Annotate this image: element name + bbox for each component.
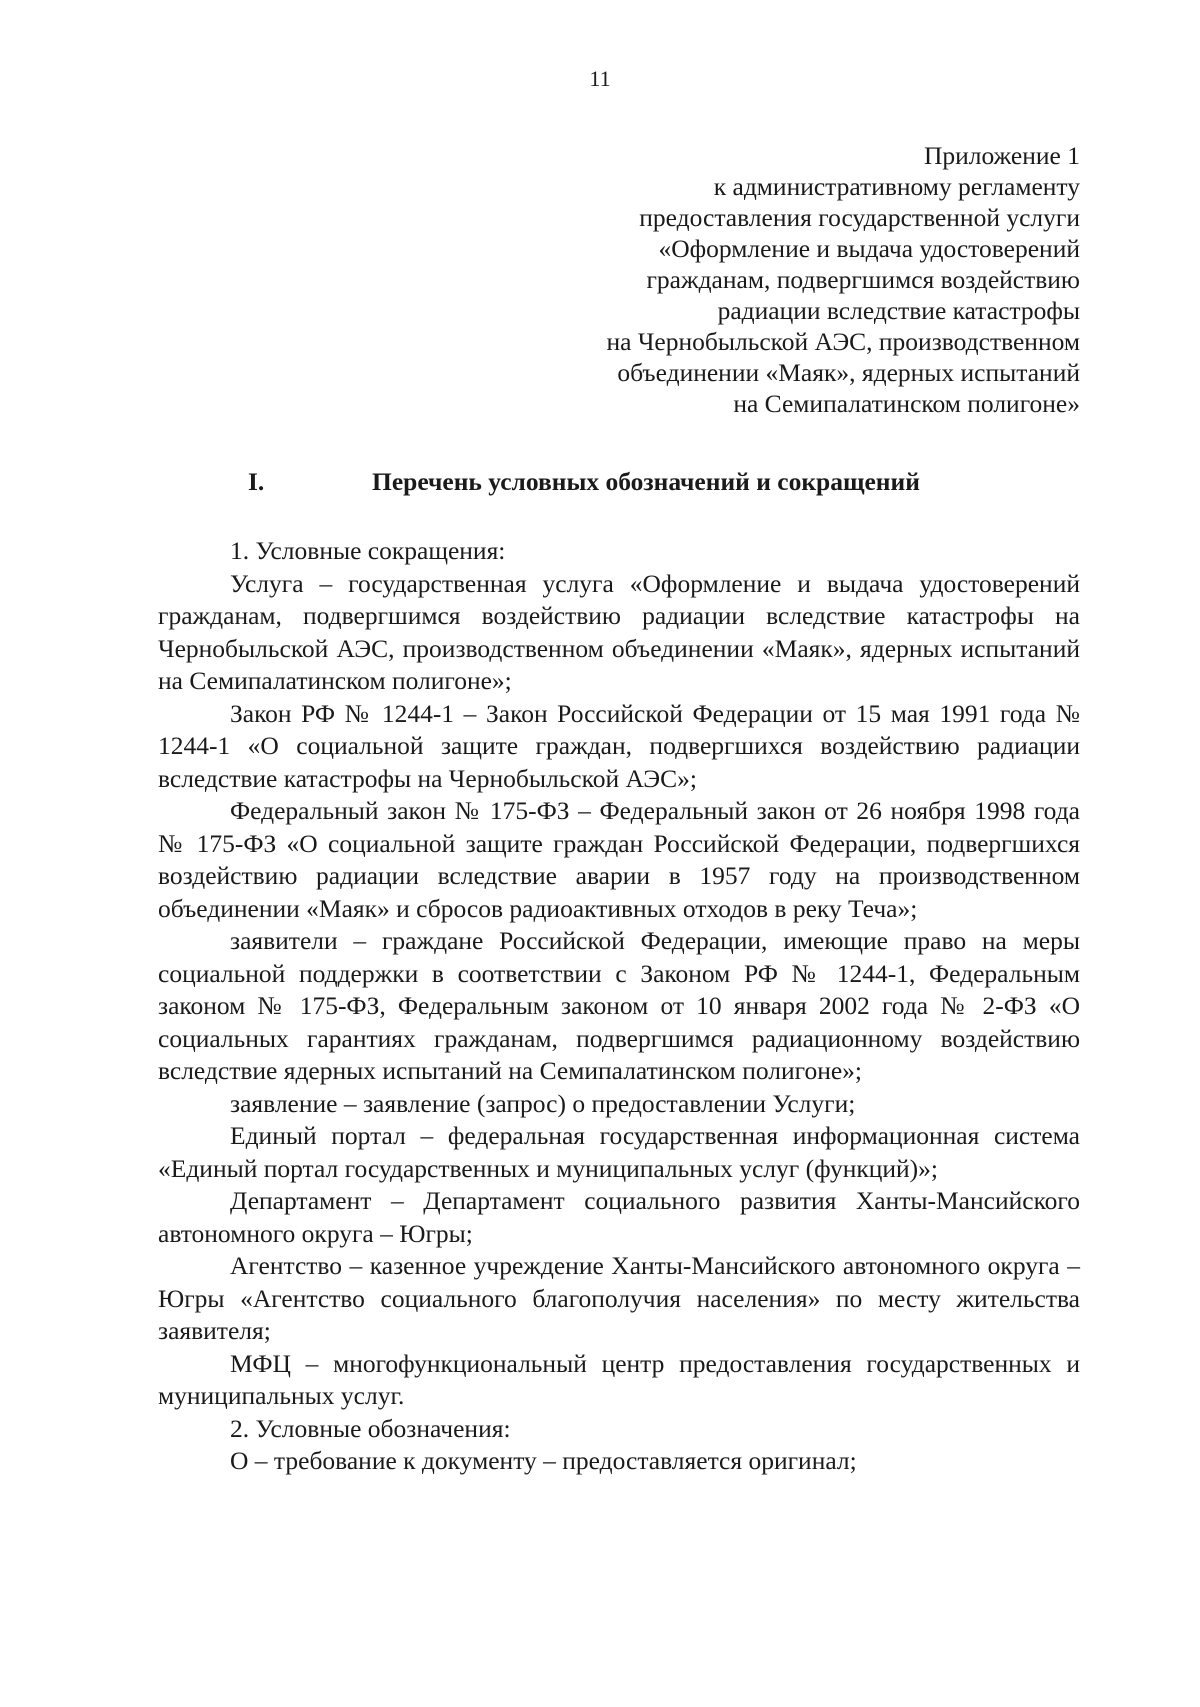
annex-line: к административному регламенту: [713, 172, 1080, 201]
annex-line: радиации вследствие катастрофы: [717, 296, 1080, 325]
paragraph: 2. Условные обозначения:: [230, 1413, 511, 1443]
paragraph: заявители – граждане Российской Федерации, имеющие право на меры социальной поддержки в соответствии с Законом РФ № 1244-1, Федеральным законом № 175-ФЗ, Федеральным законом от 10 января 2002 года № 2-ФЗ «О социальных гарантиях гражданам, подвергшимся радиационному воздействию вследствие ядерных испытаний на Семипалатинском полигоне»;: [158, 926, 1080, 1085]
paragraph: Агентство – казенное учреждение Ханты-Мансийского автономного округа – Югры «Агентство социального благополучия населения» по месту жительства заявителя;: [158, 1251, 1080, 1345]
annex-header: [440, 140, 1080, 419]
section-number: I.: [248, 467, 265, 496]
paragraph: заявление – заявление (запрос) о предоставлении Услуги;: [230, 1088, 856, 1118]
paragraph: Закон РФ № 1244-1 – Закон Российской Федерации от 15 мая 1991 года № 1244-1 «О социальной защите граждан, подвергшихся воздействию радиации вследствие катастрофы на Чернобыльской АЭС»;: [158, 698, 1080, 793]
paragraph: Федеральный закон № 175-ФЗ – Федеральный закон от 26 ноября 1998 года № 175-ФЗ «О социальной защите граждан Российской Федерации, подвергшихся воздействию радиации вследствие аварии в 1957 году на производственном объединении «Маяк» и сбросов радиоактивных отходов в реку Теча»;: [158, 796, 1080, 923]
annex-line: предоставления государственной услуги: [639, 203, 1080, 232]
annex-line: Приложение 1: [924, 141, 1080, 170]
document-body: [158, 535, 1080, 1478]
paragraph: О – требование к документу – предоставляется оригинал;: [230, 1446, 857, 1475]
annex-line: гражданам, подвергшимся воздействию: [646, 265, 1080, 294]
paragraph: Услуга – государственная услуга «Оформление и выдача удостоверений гражданам, подвергшимся воздействию радиации вследствие катастрофы на Чернобыльской АЭС, производственном объединении «Маяк», ядерных испытаний на Семипалатинском полигоне»;: [158, 568, 1080, 695]
section-title: Перечень условных обозначений и сокращений: [372, 467, 920, 496]
annex-line: на Семипалатинском полигоне»: [733, 389, 1080, 418]
annex-line: «Оформление и выдача удостоверений: [658, 234, 1080, 263]
paragraph: МФЦ – многофункциональный центр предоставления государственных и муниципальных услуг.: [158, 1348, 1080, 1410]
annex-line: на Чернобыльской АЭС, производственном: [606, 327, 1080, 356]
paragraph: Единый портал – федеральная государственная информационная система «Единый портал государственных и муниципальных услуг (функций)»;: [158, 1121, 1080, 1183]
paragraph: Департамент – Департамент социального развития Ханты-Мансийского автономного округа – Югры;: [158, 1186, 1080, 1248]
annex-line: объединении «Маяк», ядерных испытаний: [617, 358, 1080, 387]
page-number: 11: [589, 66, 611, 91]
paragraph: 1. Условные сокращения:: [230, 536, 506, 565]
